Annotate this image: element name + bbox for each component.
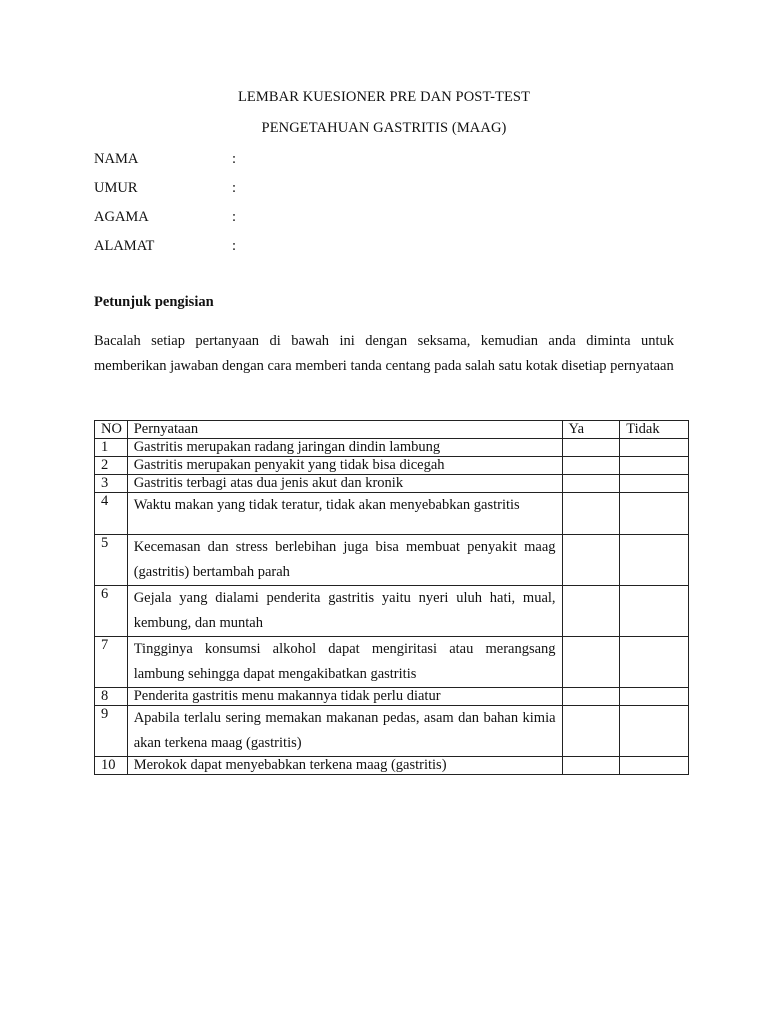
field-separator: : bbox=[232, 238, 237, 254]
answer-yes-box[interactable] bbox=[562, 688, 620, 706]
field-separator: : bbox=[232, 209, 237, 225]
header-no-answer: Tidak bbox=[620, 421, 689, 439]
row-statement: Gastritis merupakan radang jaringan dindin lambung bbox=[127, 439, 562, 457]
answer-yes-box[interactable] bbox=[562, 637, 620, 688]
header-no: NO bbox=[95, 421, 128, 439]
identity-field-nama bbox=[94, 151, 394, 180]
field-label: UMUR bbox=[94, 180, 138, 196]
table-row bbox=[95, 688, 689, 706]
field-label: AGAMA bbox=[94, 209, 149, 225]
row-number: 1 bbox=[95, 439, 128, 457]
field-separator: : bbox=[232, 151, 237, 167]
questionnaire-table bbox=[94, 420, 689, 775]
instructions-heading: Petunjuk pengisian bbox=[94, 294, 214, 310]
answer-no-box[interactable] bbox=[620, 637, 689, 688]
row-statement: Waktu makan yang tidak teratur, tidak akan menyebabkan gastritis bbox=[127, 493, 562, 535]
row-statement: Merokok dapat menyebabkan terkena maag (gastritis) bbox=[127, 757, 562, 775]
row-statement: Gejala yang dialami penderita gastritis yaitu nyeri uluh hati, mual, kembung, dan muntah bbox=[127, 586, 562, 637]
row-number: 3 bbox=[95, 475, 128, 493]
row-statement: Kecemasan dan stress berlebihan juga bisa membuat penyakit maag (gastritis) bertambah parah bbox=[127, 535, 562, 586]
table-row bbox=[95, 586, 689, 637]
document-subtitle: PENGETAHUAN GASTRITIS (MAAG) bbox=[261, 120, 507, 136]
answer-no-box[interactable] bbox=[620, 757, 689, 775]
answer-yes-box[interactable] bbox=[562, 475, 620, 493]
answer-yes-box[interactable] bbox=[562, 757, 620, 775]
row-number: 8 bbox=[95, 688, 128, 706]
row-statement: Gastritis terbagi atas dua jenis akut dan kronik bbox=[127, 475, 562, 493]
answer-yes-box[interactable] bbox=[562, 535, 620, 586]
answer-no-box[interactable] bbox=[620, 493, 689, 535]
table-header-row bbox=[95, 421, 689, 439]
answer-yes-box[interactable] bbox=[562, 493, 620, 535]
table-row bbox=[95, 637, 689, 688]
table-row bbox=[95, 706, 689, 757]
answer-no-box[interactable] bbox=[620, 706, 689, 757]
answer-no-box[interactable] bbox=[620, 457, 689, 475]
answer-no-box[interactable] bbox=[620, 439, 689, 457]
table-row bbox=[95, 457, 689, 475]
identity-field-umur bbox=[94, 180, 394, 209]
table-row bbox=[95, 493, 689, 535]
row-number: 2 bbox=[95, 457, 128, 475]
field-label: ALAMAT bbox=[94, 238, 155, 254]
row-statement: Penderita gastritis menu makannya tidak perlu diatur bbox=[127, 688, 562, 706]
header-yes: Ya bbox=[562, 421, 620, 439]
answer-no-box[interactable] bbox=[620, 688, 689, 706]
row-number: 6 bbox=[95, 586, 128, 637]
identity-field-agama bbox=[94, 209, 394, 238]
identity-field-alamat bbox=[94, 238, 394, 267]
answer-no-box[interactable] bbox=[620, 586, 689, 637]
answer-no-box[interactable] bbox=[620, 475, 689, 493]
field-separator: : bbox=[232, 180, 237, 196]
field-label: NAMA bbox=[94, 151, 139, 167]
answer-yes-box[interactable] bbox=[562, 439, 620, 457]
table-row bbox=[95, 535, 689, 586]
row-statement: Apabila terlalu sering memakan makanan pedas, asam dan bahan kimia akan terkena maag (gastritis) bbox=[127, 706, 562, 757]
answer-yes-box[interactable] bbox=[562, 706, 620, 757]
answer-yes-box[interactable] bbox=[562, 457, 620, 475]
header-statement: Pernyataan bbox=[127, 421, 562, 439]
identity-fields bbox=[94, 151, 394, 267]
row-statement: Gastritis merupakan penyakit yang tidak bisa dicegah bbox=[127, 457, 562, 475]
row-statement: Tingginya konsumsi alkohol dapat mengiritasi atau merangsang lambung sehingga dapat mengakibatkan gastritis bbox=[127, 637, 562, 688]
instructions-text: Bacalah setiap pertanyaan di bawah ini dengan seksama, kemudian anda diminta untuk memberikan jawaban dengan cara memberi tanda centang pada salah satu kotak disetiap pernyataan bbox=[94, 333, 674, 374]
table-row bbox=[95, 757, 689, 775]
answer-yes-box[interactable] bbox=[562, 586, 620, 637]
row-number: 9 bbox=[95, 706, 128, 757]
answer-no-box[interactable] bbox=[620, 535, 689, 586]
row-number: 10 bbox=[95, 757, 128, 775]
document-title: LEMBAR KUESIONER PRE DAN POST-TEST bbox=[237, 89, 531, 105]
table-row bbox=[95, 475, 689, 493]
row-number: 7 bbox=[95, 637, 128, 688]
row-number: 5 bbox=[95, 535, 128, 586]
row-number: 4 bbox=[95, 493, 128, 535]
table-row bbox=[95, 439, 689, 457]
